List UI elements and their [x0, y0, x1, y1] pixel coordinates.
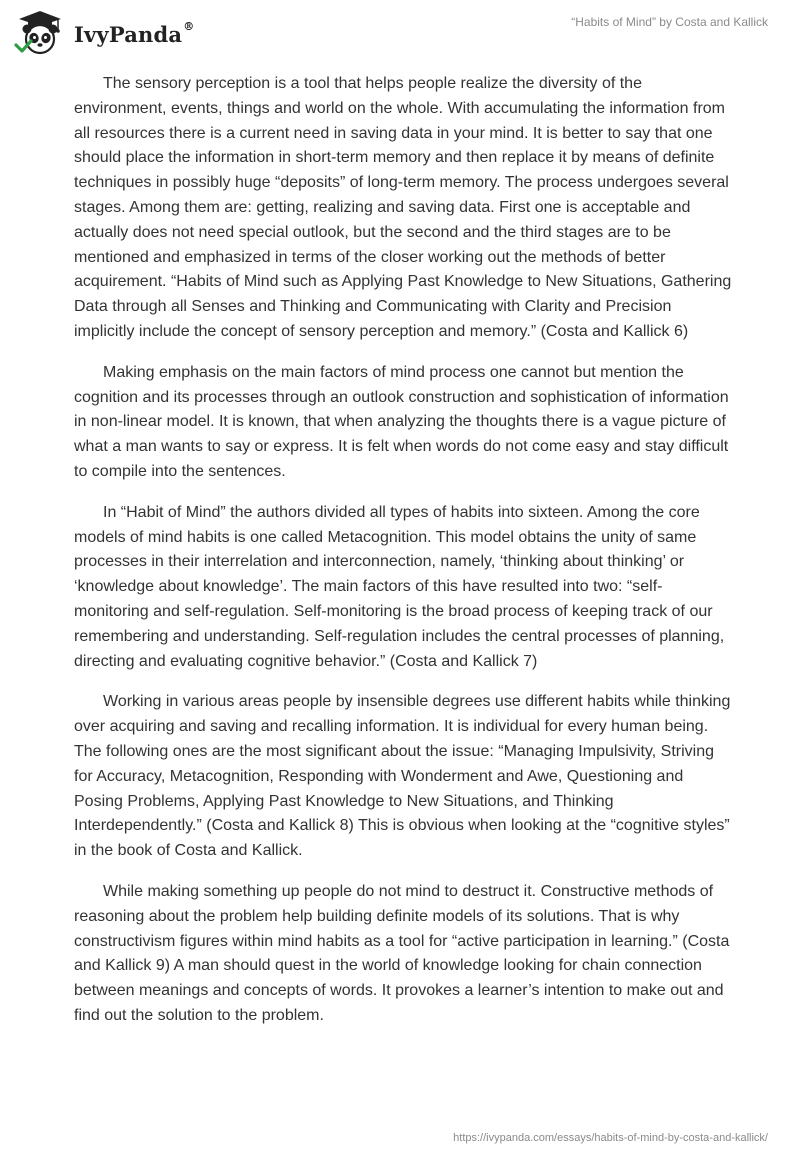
document-title: “Habits of Mind” by Costa and Kallick — [571, 15, 768, 29]
essay-body — [74, 72, 734, 1045]
paragraph: In “Habit of Mind” the authors divided all types of habits into sixteen. Among the core models of mind habits is one called Metacognition. This model obtains the unity of same processes in their interrelation and interconnection, namely, ‘thinking about thinking’ or ‘knowledge about knowledge’. The main factors of this have resulted into two: “self-monitoring and self-regulation. Self-monitoring is the broad process of keeping track of our remembering and understanding. Self-regulation includes the central processes of planning, directing and evaluating cognitive behavior.” (Costa and Kallick 7) — [74, 503, 725, 670]
paragraph: While making something up people do not mind to destruct it. Constructive methods of reasoning about the problem help building definite models of its solutions. That is why constructivism figures within mind habits as a tool for “active participation in learning.” (Costa and Kallick 9) A man should quest in the world of knowledge looking for chain connection between meanings and concepts of words. It provokes a learner’s intention to make out and find out the solution to the problem. — [74, 882, 730, 1024]
paragraph: The sensory perception is a tool that helps people realize the diversity of the environment, events, things and world on the whole. With accumulating the information from all resources there is a current need in saving data in your mind. It is better to say that one should place the information in short-term memory and then replace it by means of definite techniques in possibly huge “deposits” of long-term memory. The process undergoes several stages. Among them are: getting, realizing and saving data. First one is acceptable and actually does not need special outlook, but the second and the third stages are to be mentioned and emphasized in terms of the closer working out the methods of better acquirement. “Habits of Mind such as Applying Past Knowledge to New Situations, Gathering Data through all Senses and Thinking and Communicating with Clarity and Precision implicitly include the concept of sensory perception and memory.” (Costa and Kallick 6) — [74, 75, 732, 340]
paragraph: Working in various areas people by insensible degrees use different habits while thinking over acquiring and saving and recalling information. It is individual for every human being. The following ones are the most significant about the issue: “Managing Impulsivity, Striving for Accuracy, Metacognition, Responding with Wonderment and Awe, Questioning and Posing Problems, Applying Past Knowledge to New Situations, and Thinking Interdependently.” (Costa and Kallick 8) This is obvious when looking at the “cognitive styles” in the book of Costa and Kallick. — [74, 693, 731, 860]
paragraph: Making emphasis on the main factors of mind process one cannot but mention the cognition and its processes through an outlook construction and sophistication of information in non-linear model. It is known, that when analyzing the thoughts there is a vague picture of what a man wants to say or express. It is felt when words do not come easy and stay difficult to compile into the sentences. — [74, 363, 729, 480]
page-header — [0, 0, 800, 64]
registered-mark: ® — [183, 19, 195, 33]
ivypanda-logo[interactable] — [14, 10, 194, 56]
source-url[interactable]: https://ivypanda.com/essays/habits-of-mind-by-costa-and-kallick/ — [453, 1132, 768, 1144]
brand-name: IvyPanda — [74, 21, 183, 47]
panda-graduate-icon — [14, 10, 66, 56]
